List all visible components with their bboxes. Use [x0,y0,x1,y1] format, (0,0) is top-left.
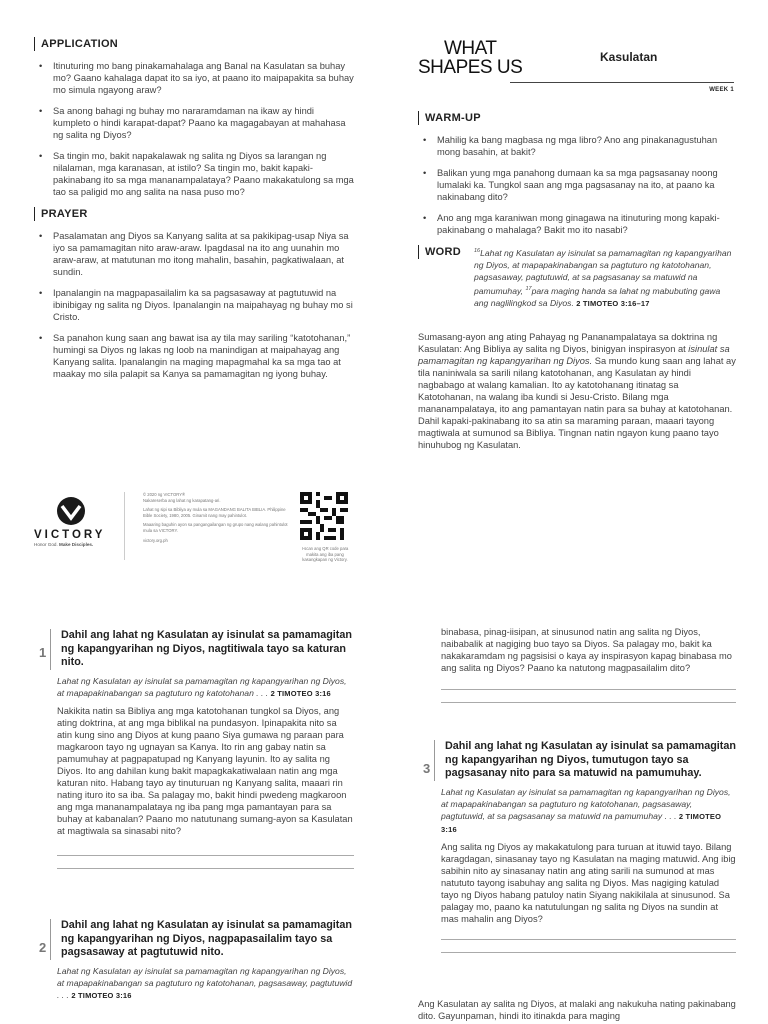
warmup-heading: WARM-UP [418,111,736,125]
word-heading: WORD [418,245,461,259]
usage-line: Maaaring baguhin ayon sa pangangailangan ng grupo nang walang pahintulot mula sa VICTORY. [143,522,288,533]
footer-divider [124,492,125,560]
title-rule [510,82,734,83]
warmup-list [418,134,736,236]
point-number: 2 [39,940,47,955]
logo-what: WHAT [444,38,497,59]
copyright-line: © 2020 ng VICTORY® [143,492,186,497]
continuation-paragraph: binabasa, pinag-iisipan, at sinusunod natin ang salita ng Diyos, naibabalik at nagiging buo tayo sa Diyos. Sa palagay mo, bakit ka nakakaramdam ng pagsisisi o kaya ay inspirasyon kapag binabasa mo ang salita ng Diyos? Paano ka natutong magpasailalim dito? [441,627,732,673]
point-verse: Lahat ng Kasulatan ay isinulat sa pamamagitan ng kapangyarihan ng Diyos, at mapapakinabangan sa pagtuturo ng katotohanan, pagsasaway, pagtutuwid, at sa pagsasanay sa matuwid na pamumuhay . . . 2 TIMOTEO 3:16 [441,786,731,834]
word-reference: 2 TIMOTEO 3:16–17 [576,298,650,308]
point-number: 1 [39,645,47,660]
application-item: • Sa anong bahagi ng buhay mo nararamdaman na ikaw ay hindi kumpleto o hindi karapat-dapat? Paano ka magagabayan at mahahasa ng salita ng Diyos? [53,105,354,141]
answer-line[interactable] [441,689,736,690]
closing-paragraph: Ang Kasulatan ay salita ng Diyos, at malaki ang nakukuha nating pakinabang dito. Gayunpaman, hindi ito itinakda para maging [418,999,736,1021]
point-heading: Dahil ang lahat ng Kasulatan ay isinulat sa pamamagitan ng kapangyarihan ng Diyos, nagtitiwala tayo sa katuran nito. [61,629,352,668]
series-logo [418,40,533,77]
point-2 [34,919,354,1002]
point-heading: Dahil ang lahat ng Kasulatan ay isinulat sa pamamagitan ng kapangyarihan ng Diyos, tumutugon tayo sa pagsasanay nito para sa matuwid na pamumuhay. [445,740,736,779]
prayer-heading: PRAYER [34,207,354,221]
prayer-list [34,230,354,380]
point-3 [418,740,736,953]
prayer-item: • Ipanalangin na magpapasailalim ka sa pagsasaway at pagtutuwid na ibinibigay ng salita ng Diyos. Ipanalangin na maipahayag ng buhay mo si Cristo. [53,287,354,323]
word-verse: $^{16}$Lahat ng Kasulatan ay isinulat sa pamamagitan ng kapangyarihan ng Diyos, at mapapakinabangan sa pagtuturo ng katotohanan, pagsasaway, pagtutuwid, at sa pagsasanay sa matuwid na pamumuhay, $^{17}$para maging handa sa lahat ng mabubuting gawa ang naglilingkod sa Diyos. 2 TIMOTEO 3:16–17 [474,247,732,308]
qr-caption: I-scan ang QR code para makita ang iba pang kasangkapan ng Victory. [301,546,349,563]
answer-line[interactable] [57,855,354,856]
point-number: 3 [423,761,431,776]
footer-fine-print [143,492,288,543]
word-block [418,245,736,325]
answer-line[interactable] [57,868,354,869]
point-1 [34,629,354,869]
intro-paragraph: Sumasang-ayon ang ating Pahayag ng Pananampalataya sa doktrina ng Kasulatan: Ang Bibliya ay salita ng Diyos, binigyan inspirasyon at isinulat sa pamamagitan ng kapangyarihan ng Diyos. Sa mundo kung saan ang lahat ay tila naniniwala sa sarili nilang katotohanan, ang Kasulatan ay hindi nagbabago at walang kamalian. Ito ay katotohanang itinatag sa Katotohanan, na walang iba kundi si Jesu-Cristo. Bilang mga mananampalataya, ito ang pamantayan natin para sa buhay at katotohanan. Dahil kapaki-pakinabang ito sa atin sa maraming paraan, maaari tayong magtiwala at sumunod sa Bibliya. Tingnan natin ngayon kung paano tayo hinuhubog ng Kasulatan. [418,332,736,450]
point-verse: Lahat ng Kasulatan ay isinulat sa pamamagitan ng kapangyarihan ng Diyos, at mapapakinabangan sa pagtuturo ng katotohanan . . . 2 TIMOTEO 3:16 [57,675,347,698]
page-title: Kasulatan [600,50,658,64]
victory-v-icon [53,496,89,526]
victory-tagline: Honor God. Make Disciples. [34,542,94,547]
logo-shapes-us: SHAPES US [418,57,523,78]
rights-line: Nakareserba ang lahat ng karapatang-ari. [143,497,221,503]
answer-line[interactable] [441,702,736,703]
week-label: WEEK 1 [709,87,734,93]
top-left-column [34,37,354,389]
application-item: • Sa tingin mo, bakit napakalawak ng salita ng Diyos sa larangan ng nilalaman, mga karanasan, at istilo? Sa tingin mo, bakit kapaki-pakinabang ito sa mga mananampalataya? Paano makakatulong sa mga tao sa paligid mo ang salita na nasa puso mo? [53,150,354,198]
point-body: Nakikita natin sa Bibliya ang mga katotohanan tungkol sa Diyos, ang ating doktrina, at ang mga biblikal na pundasyon. Ipinapakita nito sa atin kung sino ang Diyos at kung paano Siya gumawa ng paraan para magkaroon tayo ng ugnayan sa Kanya. Ito rin ang gabay natin sa pamumuhay at pagpapatupad ng Kanyang layunin. Ito ay salita ng Diyos. Ito ang dahilan kung bakit mapagkakatiwalaan natin ang mga katuran nito. Habang tayo ay tinuturuan ng Kanyang salita, maaari rin nating ituro ito sa iba. Sa palagay mo, bakit hindi pwedeng magkaroon ang mga mananampalataya ng iba pang mga pamantayan para sa buhay at kabanalan? Paano mo natutunang sumang-ayon sa Kasulatan at magtiwala sa sinasabi nito? [57,705,353,836]
answer-line[interactable] [441,939,736,940]
bible-credit-line: Lahat ng sipi sa Bibliya ay mula sa MAGANDANG BALITA BIBLIA. Philippine Bible Society, 1980, 2005. Ginamit nang may pahintulot. [143,507,286,518]
point-heading: Dahil ang lahat ng Kasulatan ay isinulat sa pamamagitan ng kapangyarihan ng Diyos, nagpapasailalim tayo sa pagsasaway at pagtutuwid nito. [61,919,352,958]
warmup-item: • Mahilig ka bang magbasa ng mga libro? Ano ang pinakanagustuhan mong basahin, at bakit? [437,134,736,158]
qr-code-icon[interactable] [300,492,348,540]
qr-block [300,492,350,563]
answer-line[interactable] [441,952,736,953]
victory-logo [34,496,114,547]
website-line: victory.org.ph [143,537,168,543]
point-body: Ang salita ng Diyos ay makakatulong para turuan at ituwid tayo. Bilang karagdagan, sinasanay tayo ng Kasulatan na maging matuwid. Ang ibig sabihin nito ay sinasanay natin ang ating sarili na sumunod at mas natututo tayong isabuhay ang salita ng Diyos. Mas nagiging katulad tayo ng Diyos habang patuloy natin Siyang nakikilala at sinusunod. Sa palagay mo, paano ka natutulungan ng salita ng Diyos na sundin at mas mahalin ang Diyos? [441,841,736,924]
victory-wordmark: VICTORY [34,529,106,541]
top-right-column [418,111,736,451]
warmup-item: • Balikan yung mga panahong dumaan ka sa mga pagsasanay noong lumalaki ka. Tungkol saan ang mga pagsasanay na ito, at paano ka nakinabang dito? [437,167,736,203]
application-list [34,60,354,198]
prayer-item: • Pasalamatan ang Diyos sa Kanyang salita at sa pakikipag-usap Niya sa iyo sa pamamagitan nito araw-araw. Ipagdasal na ito ang uunahin mo araw-araw, at matutunan mo itong mahalin, basahin, pagkatiwalaan, at sundin. [53,230,354,278]
warmup-item: • Ano ang mga karaniwan mong ginagawa na itinuturing mong kapaki-pakinabang o mahalaga? Bakit mo ito nasabi? [437,212,736,236]
point-verse: Lahat ng Kasulatan ay isinulat sa pamamagitan ng kapangyarihan ng Diyos, at mapapakinabangan sa pagtuturo ng katotohanan, pagsasaway, pagtutuwid . . . 2 TIMOTEO 3:16 [57,965,353,1000]
application-heading: APPLICATION [34,37,354,51]
prayer-item: • Sa panahon kung saan ang bawat isa ay tila may sariling “katotohanan,” humingi sa Diyos ng lakas ng loob na manindigan at maipahayag ang Kanyang salita. Ipanalangin na maging mapagmahal ka sa mga tao at maakay mo sila palapit sa Kanya sa pamamagitan ng iyong buhay. [53,332,354,380]
application-item: • Itinuturing mo bang pinakamahalaga ang Banal na Kasulatan sa buhay mo? Gaano kahalaga dapat ito sa iyo, at paano ito maipapakita sa buhay mo simula ngayong araw? [53,60,354,96]
bottom-right-column [418,626,736,703]
